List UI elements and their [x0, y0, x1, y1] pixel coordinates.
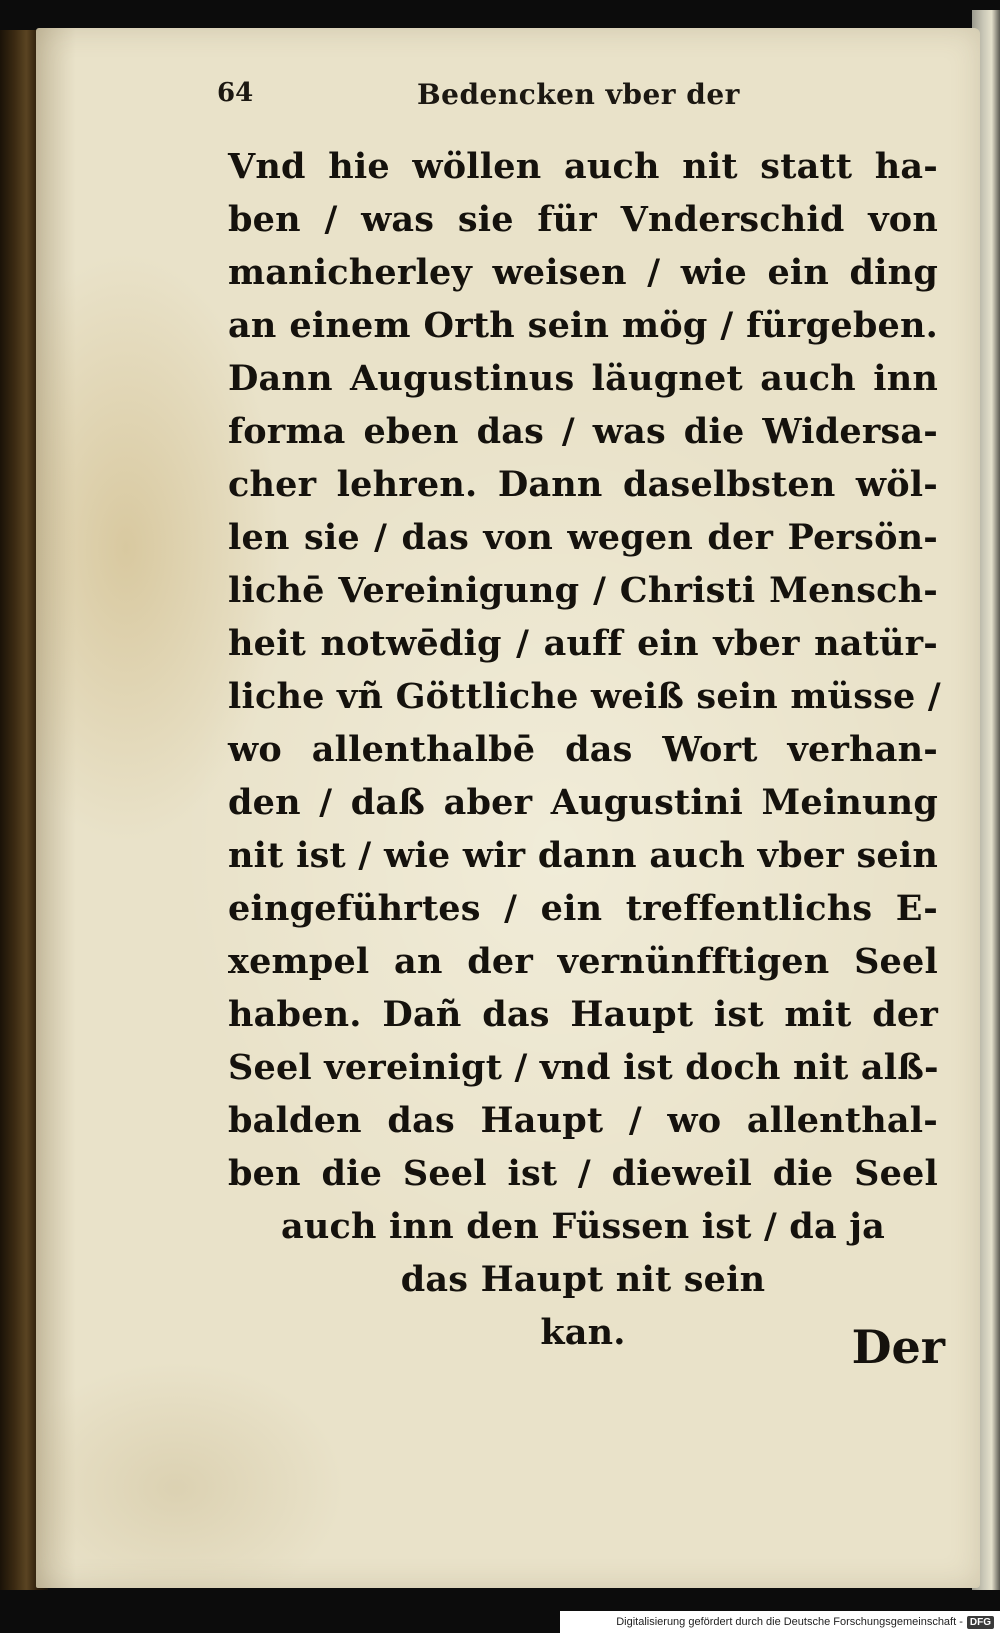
text-line: xempel an der vernünfftigen Seel: [228, 941, 938, 982]
text-line: manicherley weisen / wie ein ding: [228, 252, 938, 293]
text-line: ben / was sie für Vnderschid von: [228, 199, 938, 240]
page-number: 64: [217, 78, 254, 108]
text-line: Vnd hie wöllen auch nit statt ha-: [228, 146, 938, 187]
text-line: lichē Vereinigung / Christi Mensch-: [228, 570, 938, 611]
text-line: eingeführtes / ein treffentlichs E-: [228, 888, 938, 929]
digitization-footer: [560, 1611, 1000, 1633]
text-line: wo allenthalbē das Wort verhan-: [228, 729, 938, 770]
text-line: forma eben das / was die Widersa-: [228, 411, 938, 452]
text-line: den / daß aber Augustini Meinung: [228, 782, 938, 823]
text-line: Seel vereinigt / vnd ist doch nit alß-: [228, 1047, 939, 1088]
text-line: ben die Seel ist / dieweil die Seel: [228, 1153, 938, 1194]
text-line: heit notwēdig / auff ein vber natür-: [228, 623, 938, 664]
footer-credit: Digitalisierung gefördert durch die Deutsche Forschungsgemeinschaft -: [616, 1616, 963, 1628]
text-line: nit ist / wie wir dann auch vber sein: [228, 835, 938, 876]
dfg-logo: DFG: [967, 1616, 994, 1629]
body-text: [228, 140, 941, 1359]
text-line: balden das Haupt / wo allenthal-: [228, 1100, 938, 1141]
running-head: Bedencken vber der: [417, 78, 740, 111]
text-line: Dann Augustinus läugnet auch inn: [228, 358, 938, 399]
page-header: [217, 78, 817, 128]
catchword: Der: [851, 1320, 945, 1374]
text-line: an einem Orth sein mög / fürgeben.: [228, 305, 938, 346]
closing-line: das Haupt nit sein: [400, 1259, 766, 1300]
closing-line: auch inn den Füssen ist / da ja: [280, 1206, 885, 1247]
text-line: haben. Dañ das Haupt ist mit der: [228, 994, 938, 1035]
text-line: cher lehren. Dann daselbsten wöl-: [228, 464, 938, 505]
text-line: len sie / das von wegen der Persön-: [228, 517, 938, 558]
closing-line: kan.: [540, 1312, 626, 1353]
text-line: liche vñ Göttliche weiß sein müsse /: [228, 676, 941, 717]
